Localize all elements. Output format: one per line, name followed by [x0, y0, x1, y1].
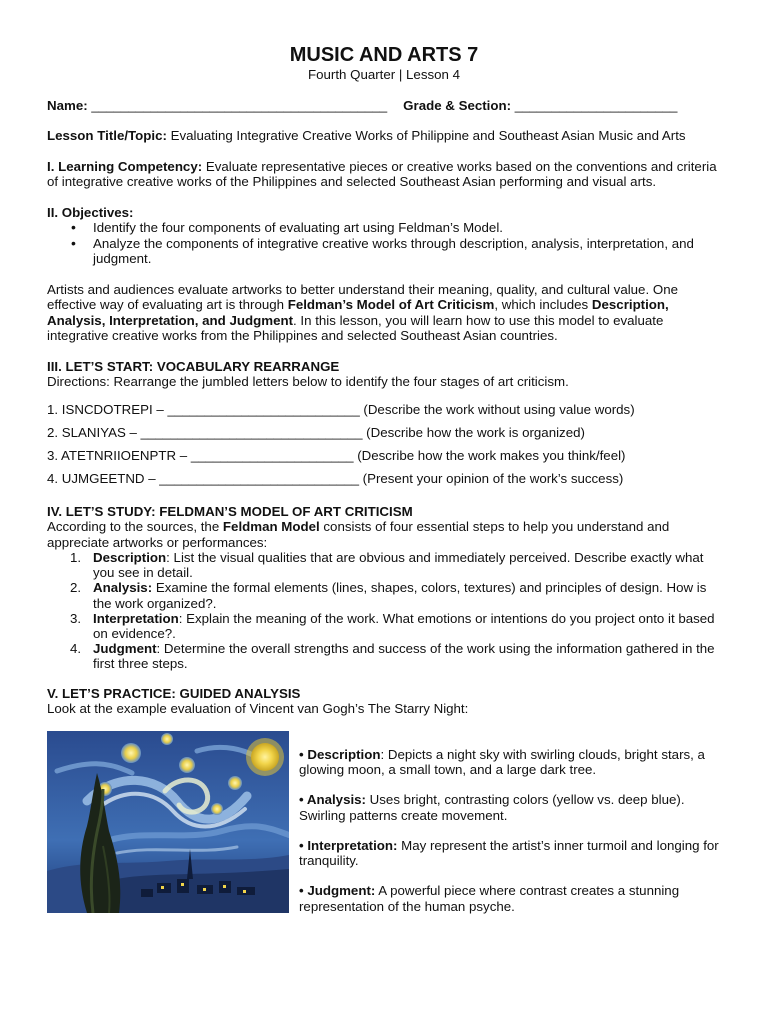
- starry-night-image: [47, 731, 289, 913]
- step-number: 4.: [70, 641, 82, 657]
- vocabulary-item[interactable]: 1. ISNCDOTREPI – __________________________ (Describe the work without using value words): [47, 401, 635, 417]
- objectives-list: [47, 220, 721, 267]
- lets-practice-section: [47, 686, 721, 929]
- lets-study-intro-2: consists of four essential steps to help you understand and appreciate artworks or performances:: [47, 519, 670, 550]
- feldman-step: [70, 641, 721, 672]
- guided-analysis: [47, 731, 721, 929]
- vocabulary-list: [47, 398, 721, 490]
- learning-competency: [47, 159, 721, 190]
- learning-competency-label: I. Learning Competency:: [47, 158, 203, 174]
- step-term: Analysis:: [93, 580, 153, 596]
- analysis-points: [299, 731, 721, 929]
- vocabulary-item[interactable]: 2. SLANIYAS – ______________________________ (Describe how the work is organized): [47, 424, 585, 440]
- point-text: May represent the artist’s inner turmoil and longing for tranquility.: [299, 837, 719, 869]
- name-field[interactable]: [47, 98, 387, 113]
- feldman-steps-list: [47, 550, 721, 672]
- step-term: Judgment: [93, 641, 157, 657]
- name-blank: ________________________________________: [91, 98, 388, 113]
- grade-section-label: Grade & Section:: [403, 98, 512, 113]
- lets-study-intro-1: According to the sources, the: [47, 519, 223, 534]
- step-text: : List the visual qualities that are obvious and immediately perceived. Describe exactly what you see in detail.: [93, 550, 704, 581]
- step-term: Interpretation: [93, 610, 179, 626]
- point-text: A powerful piece where contrast creates a stunning representation of the human psyche.: [299, 883, 680, 914]
- feldman-model-bold: Feldman Model: [222, 519, 320, 534]
- learning-competency-text: Evaluate representative pieces or creative works based on the conventions and criteria of integrative creative works of the Philippines and selected Southeast Asian performing and visual arts.: [47, 158, 717, 189]
- feldman-step: [70, 580, 721, 611]
- objective-item: • Identify the four components of evaluating art using Feldman’s Model.: [93, 220, 721, 236]
- step-text: : Determine the overall strengths and success of the work using the information gathered in the first three steps.: [93, 641, 715, 672]
- intro-text-2: , which includes: [494, 297, 592, 312]
- vocabulary-item[interactable]: 3. ATETNRIIOENPTR – ______________________ (Describe how the work makes you think/feel): [47, 447, 626, 463]
- lets-practice-intro: Look at the example evaluation of Vincent van Gogh’s The Starry Night:: [47, 701, 469, 717]
- lesson-topic-label: Lesson Title/Topic:: [47, 128, 167, 143]
- step-number: 1.: [70, 550, 82, 565]
- analysis-analysis: [299, 792, 721, 823]
- lets-study-section: [47, 504, 721, 672]
- point-text: Uses bright, contrasting colors (yellow vs. deep blue). Swirling patterns create movement.: [299, 792, 685, 823]
- name-label: Name:: [47, 98, 88, 113]
- step-term: Description: [93, 550, 167, 565]
- point-term: • Interpretation:: [299, 837, 398, 853]
- intro-text-3: . In this lesson, you will learn how to use this model to evaluate integrative creative works from the Philippines and selected Southeast Asian countries.: [47, 312, 664, 343]
- name-grade-row: [47, 98, 721, 113]
- four-stages-term: Description, Analysis, Interpretation, and Judgment: [47, 297, 669, 328]
- worksheet-page: [47, 40, 721, 929]
- lets-start-directions: Directions: Rearrange the jumbled letters below to identify the four stages of art criticism.: [47, 374, 569, 389]
- intro-text-1: Artists and audiences evaluate artworks to better understand their meaning, quality, and cultural value. One effective way of evaluating art is through: [47, 281, 678, 312]
- feldman-model-term: Feldman’s Model of Art Criticism: [287, 297, 495, 312]
- step-text: : Explain the meaning of the work. What emotions or intentions do you project onto it based on evidence?.: [93, 610, 715, 642]
- analysis-judgment: [299, 883, 721, 914]
- worksheet-title: MUSIC AND ARTS 7: [289, 44, 479, 66]
- objective-item: • Analyze the components of integrative creative works through description, analysis, interpretation, and judgment.: [93, 236, 721, 267]
- feldman-step: [70, 550, 721, 581]
- vocabulary-item[interactable]: 4. UJMGEETND – ___________________________ (Present your opinion of the work’s success): [47, 470, 624, 486]
- point-term: • Description: [299, 746, 381, 762]
- point-text: : Depicts a night sky with swirling clouds, bright stars, a glowing moon, a small town, and a large dark tree.: [299, 746, 705, 778]
- worksheet-subtitle: Fourth Quarter | Lesson 4: [307, 67, 460, 82]
- point-term: • Judgment:: [299, 883, 376, 899]
- lesson-topic-text: Evaluating Integrative Creative Works of Philippine and Southeast Asian Music and Arts: [170, 128, 686, 143]
- lets-start-section: [47, 359, 721, 490]
- feldman-step: [70, 610, 721, 642]
- lets-start-heading: III. LET’S START: VOCABULARY REARRANGE: [47, 358, 340, 374]
- grade-section-field[interactable]: [403, 98, 677, 113]
- objectives-section: [47, 205, 721, 267]
- analysis-description: [299, 747, 721, 778]
- step-number: 2.: [70, 580, 82, 596]
- objectives-heading: II. Objectives:: [47, 204, 134, 220]
- analysis-interpretation: [299, 838, 721, 869]
- lesson-topic: [47, 128, 721, 144]
- intro-paragraph: [47, 282, 721, 344]
- grade-section-blank: ______________________: [514, 98, 678, 113]
- lets-practice-heading: V. LET’S PRACTICE: GUIDED ANALYSIS: [47, 685, 301, 701]
- point-term: • Analysis:: [299, 792, 366, 808]
- step-number: 3.: [70, 610, 82, 626]
- lets-study-heading: IV. LET’S STUDY: FELDMAN’S MODEL OF ART CRITICISM: [47, 503, 413, 519]
- step-text: Examine the formal elements (lines, shapes, colors, textures) and principles of design. How is the work organized?.: [93, 580, 707, 611]
